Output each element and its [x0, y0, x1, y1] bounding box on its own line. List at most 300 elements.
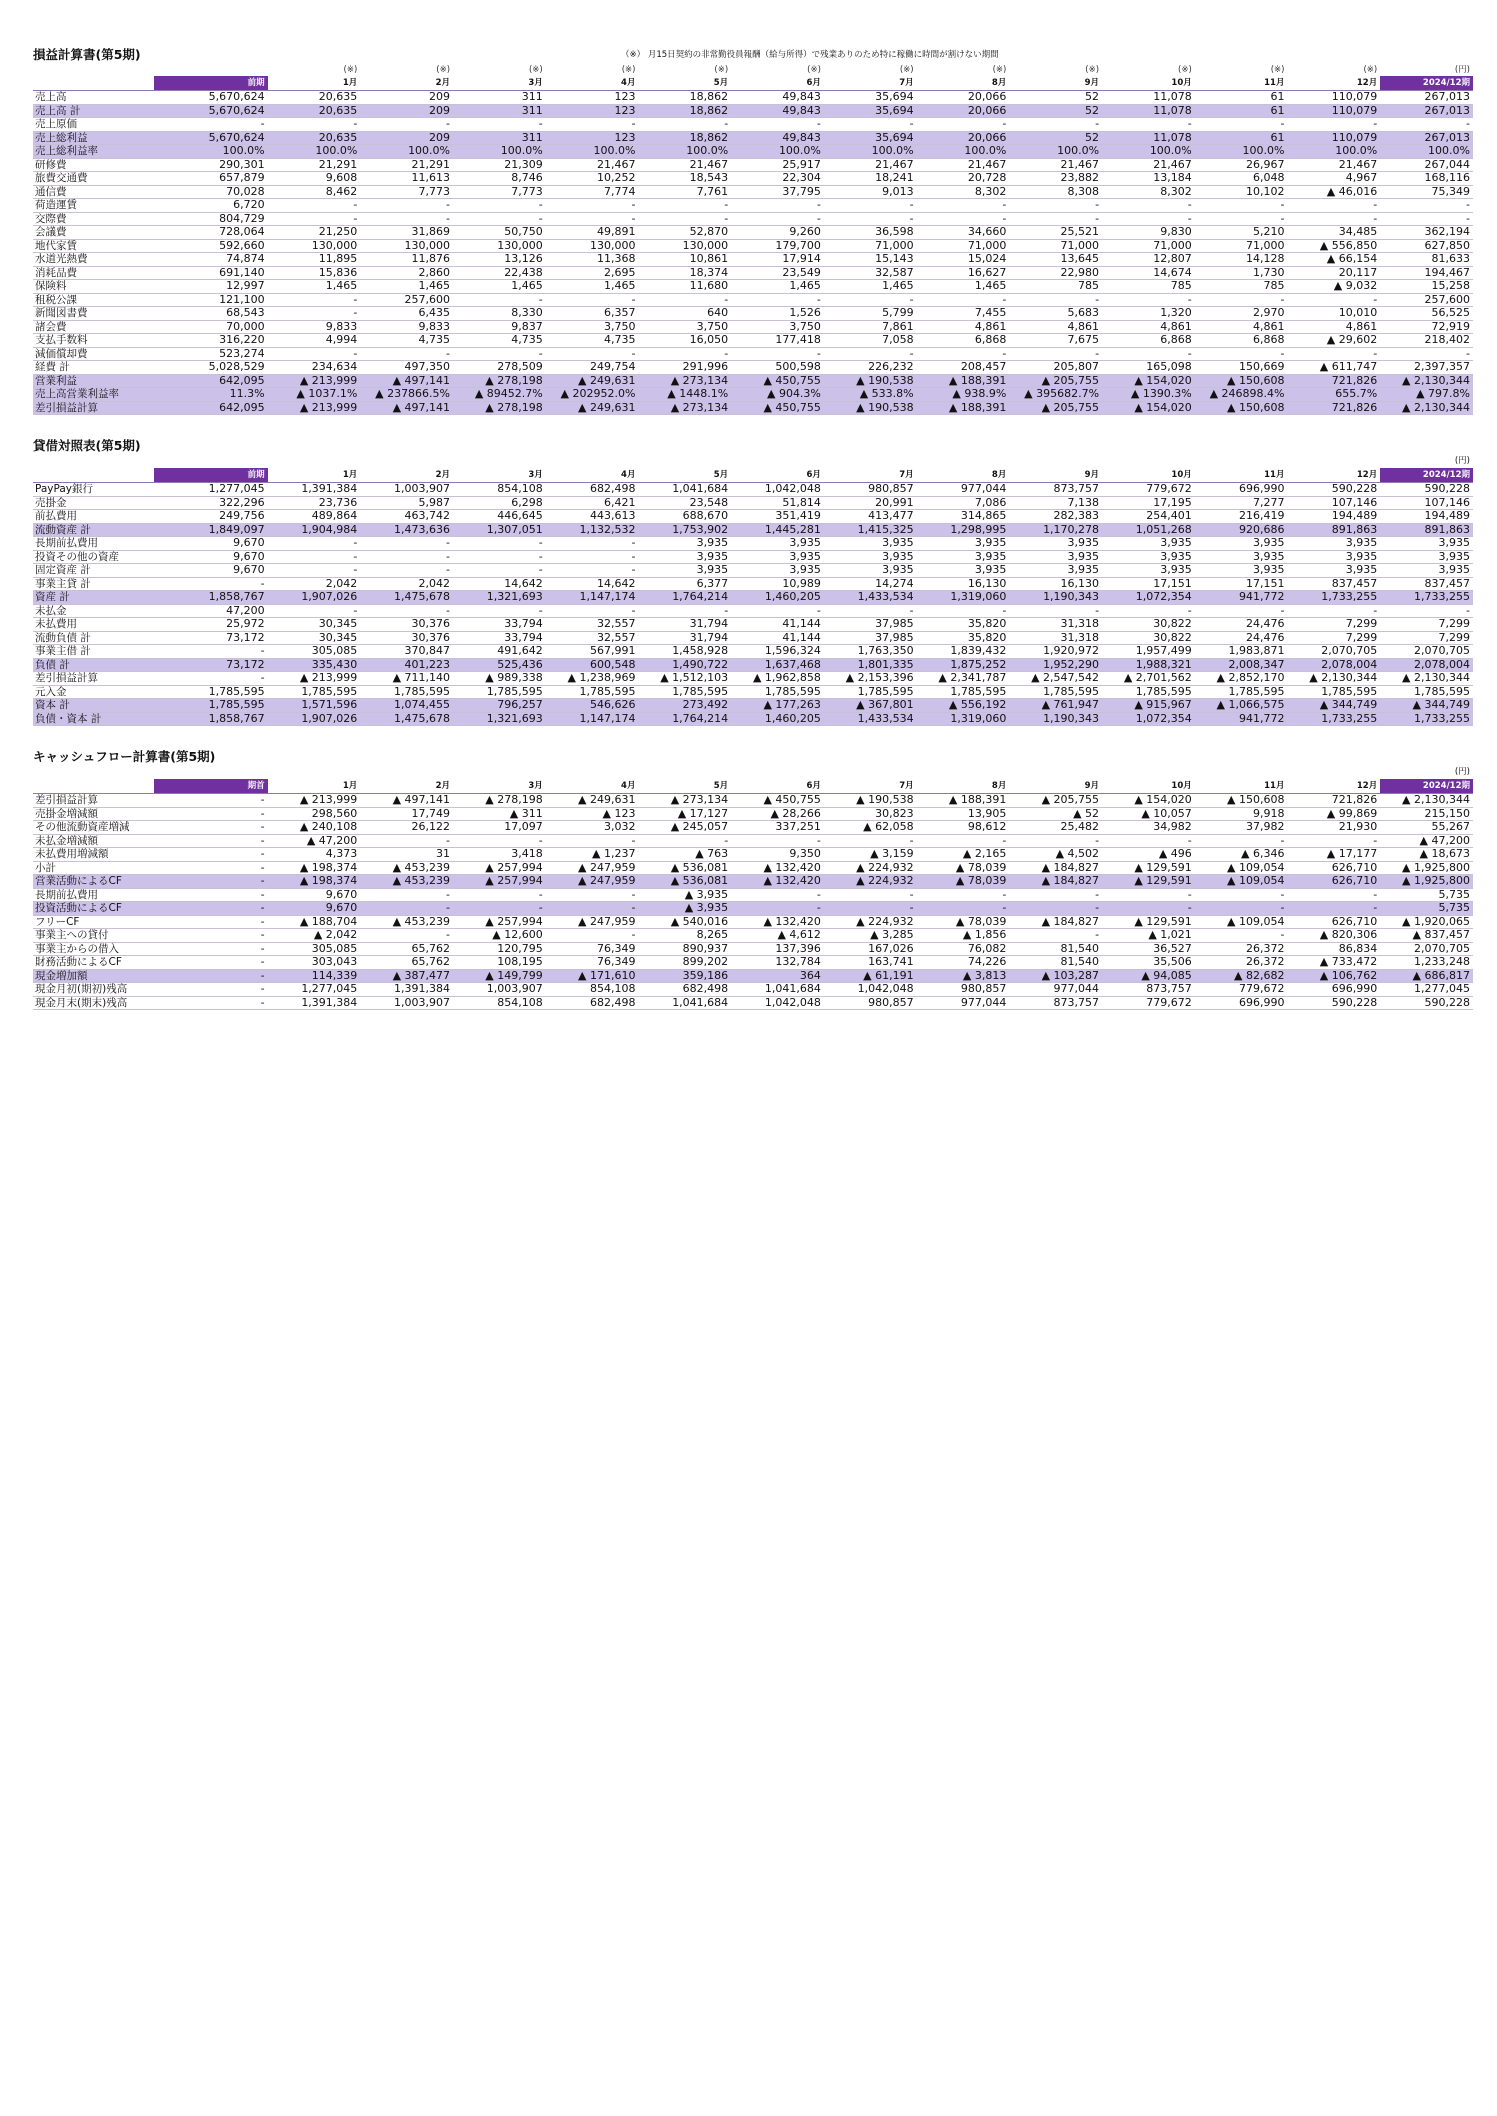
cell-value: 35,694 — [824, 131, 917, 145]
cell-value: 209 — [360, 91, 453, 105]
cell-value: 61 — [1195, 131, 1288, 145]
cell-value: 837,457 — [1380, 577, 1473, 591]
cell-value: - — [453, 347, 546, 361]
cell-value: - — [917, 212, 1010, 226]
column-header: 6月 — [731, 468, 824, 483]
cell-value: ▲ 245,057 — [638, 821, 731, 835]
cell-value: ▲ 837,457 — [1380, 929, 1473, 943]
column-header: 11月 — [1195, 779, 1288, 794]
column-header: 5月 — [638, 468, 731, 483]
cell-value: 500,598 — [731, 361, 824, 375]
cell-value: 890,937 — [638, 942, 731, 956]
cell-value: 71,000 — [1102, 239, 1195, 253]
cell-value: ▲ 2,130,344 — [1287, 672, 1380, 686]
cell-value: 21,930 — [1287, 821, 1380, 835]
cell-value: - — [546, 902, 639, 916]
cell-value: ▲ 797.8% — [1380, 388, 1473, 402]
cell-value: 920,686 — [1195, 523, 1288, 537]
cell-value: 15,024 — [917, 253, 1010, 267]
note-mark: (※) — [621, 65, 636, 75]
cell-value: - — [154, 834, 268, 848]
cell-value: 1,753,902 — [638, 523, 731, 537]
cell-value: 52 — [1009, 91, 1102, 105]
cell-value: ▲ 2,852,170 — [1195, 672, 1288, 686]
row-label: 新聞図書費 — [33, 307, 154, 321]
cell-value: 100.0% — [1380, 145, 1473, 159]
cell-value: - — [546, 118, 639, 132]
cell-value: 4,373 — [268, 848, 361, 862]
cell-value: 1,277,045 — [268, 983, 361, 997]
cell-value: 804,729 — [154, 212, 268, 226]
cell-value: ▲ 17,177 — [1287, 848, 1380, 862]
cell-value: 120,795 — [453, 942, 546, 956]
note-mark: (※) — [528, 65, 543, 75]
cell-value: ▲ 2,042 — [268, 929, 361, 943]
cell-value: 1,983,871 — [1195, 645, 1288, 659]
cell-value: - — [1102, 604, 1195, 618]
cell-value: 20,991 — [824, 496, 917, 510]
row-label: 前払費用 — [33, 510, 154, 524]
cell-value: 34,660 — [917, 226, 1010, 240]
cell-value: 37,985 — [824, 631, 917, 645]
cell-value: - — [1287, 902, 1380, 916]
cell-value: 51,814 — [731, 496, 824, 510]
table-header-row — [33, 468, 1473, 483]
cell-value: 1,233,248 — [1380, 956, 1473, 970]
cell-value: ▲ 237866.5% — [360, 388, 453, 402]
cell-value: - — [154, 645, 268, 659]
cell-value: 1,733,255 — [1287, 712, 1380, 726]
table-row — [33, 131, 1473, 145]
cell-value: 4,861 — [1102, 320, 1195, 334]
cell-value: 34,485 — [1287, 226, 1380, 240]
cell-value: 20,066 — [917, 131, 1010, 145]
cell-value: - — [1009, 604, 1102, 618]
cell-value: 1,475,678 — [360, 591, 453, 605]
cell-value: 20,066 — [917, 104, 1010, 118]
cell-value: 9,670 — [268, 902, 361, 916]
cell-value: 11,680 — [638, 280, 731, 294]
cell-value: 779,672 — [1102, 996, 1195, 1010]
column-header: 1月 — [268, 779, 361, 794]
cell-value: - — [546, 293, 639, 307]
cell-value: 854,108 — [546, 983, 639, 997]
column-header: 3月 — [453, 779, 546, 794]
cell-value: - — [1102, 118, 1195, 132]
cell-value: 682,498 — [546, 483, 639, 497]
cell-value: 37,985 — [824, 618, 917, 632]
row-label: 交際費 — [33, 212, 154, 226]
cell-value: - — [453, 564, 546, 578]
cell-value: 7,299 — [1380, 631, 1473, 645]
cell-value: ▲ 150,608 — [1195, 374, 1288, 388]
cell-value: 311 — [453, 131, 546, 145]
cell-value: 1,465 — [546, 280, 639, 294]
row-label: 事業主からの借入 — [33, 942, 154, 956]
column-header: 7月 — [824, 468, 917, 483]
cell-value: - — [154, 929, 268, 943]
column-header: 2月 — [360, 76, 453, 91]
cell-value: 100.0% — [154, 145, 268, 159]
cell-value: 10,010 — [1287, 307, 1380, 321]
cell-value: ▲ 2,130,344 — [1380, 374, 1473, 388]
cell-value: 362,194 — [1380, 226, 1473, 240]
cell-value: 100.0% — [1195, 145, 1288, 159]
column-header: 4月 — [546, 468, 639, 483]
cell-value: ▲ 99,869 — [1287, 807, 1380, 821]
unit-label: (円) — [1454, 456, 1470, 466]
cell-value: 100.0% — [1009, 145, 1102, 159]
cell-value: 590,228 — [1287, 996, 1380, 1010]
cell-value: 114,339 — [268, 969, 361, 983]
note-mark: (※) — [807, 65, 821, 75]
table-row — [33, 361, 1473, 375]
cell-value: - — [638, 347, 731, 361]
cell-value: ▲ 556,192 — [917, 699, 1010, 713]
cash-flow-section — [33, 748, 1473, 1010]
table-row — [33, 577, 1473, 591]
cell-value: 71,000 — [824, 239, 917, 253]
cell-value: ▲ 247,959 — [546, 861, 639, 875]
cell-value: - — [731, 604, 824, 618]
cell-value: - — [360, 537, 453, 551]
cell-value: - — [453, 902, 546, 916]
cell-value: - — [1380, 199, 1473, 213]
cell-value: ▲ 89452.7% — [453, 388, 546, 402]
cell-value: 47,200 — [154, 604, 268, 618]
cell-value: - — [917, 293, 1010, 307]
cell-value: 123 — [546, 91, 639, 105]
cell-value: - — [731, 888, 824, 902]
cell-value: 891,863 — [1380, 523, 1473, 537]
cell-value: 626,710 — [1287, 861, 1380, 875]
cell-value: 49,843 — [731, 131, 824, 145]
cell-value: 13,126 — [453, 253, 546, 267]
cell-value: 311 — [453, 104, 546, 118]
unit-row — [33, 455, 1473, 468]
cell-value: 1,952,290 — [1009, 658, 1102, 672]
table-row — [33, 821, 1473, 835]
column-header: 10月 — [1102, 779, 1195, 794]
cell-value: - — [360, 199, 453, 213]
cell-value: 1,785,595 — [1287, 685, 1380, 699]
cell-value: 26,372 — [1195, 942, 1288, 956]
cell-value: 3,418 — [453, 848, 546, 862]
column-header: 前期 — [154, 468, 268, 483]
cell-value: 590,228 — [1380, 996, 1473, 1010]
cell-value: 9,013 — [824, 185, 917, 199]
cell-value: ▲ 611,747 — [1287, 361, 1380, 375]
cell-value: 3,935 — [824, 550, 917, 564]
cell-value: ▲ 1448.1% — [638, 388, 731, 402]
cell-value: 642,095 — [154, 374, 268, 388]
cell-value: 1,839,432 — [917, 645, 1010, 659]
table-row — [33, 388, 1473, 402]
cell-value: - — [453, 199, 546, 213]
cell-value: 6,421 — [546, 496, 639, 510]
cell-value: - — [154, 956, 268, 970]
cell-value: 721,826 — [1287, 401, 1380, 415]
cell-value: 977,044 — [917, 483, 1010, 497]
cell-value: 592,660 — [154, 239, 268, 253]
cell-value: - — [546, 929, 639, 943]
cell-value: 215,150 — [1380, 807, 1473, 821]
table-row — [33, 320, 1473, 334]
cell-value: ▲ 496 — [1102, 848, 1195, 862]
cell-value: - — [453, 293, 546, 307]
cell-value: 15,258 — [1380, 280, 1473, 294]
cell-value: ▲ 904.3% — [731, 388, 824, 402]
cell-value: - — [360, 550, 453, 564]
cell-value: ▲ 190,538 — [824, 374, 917, 388]
cell-value: 16,130 — [1009, 577, 1102, 591]
row-label: 元入金 — [33, 685, 154, 699]
cell-value: - — [638, 199, 731, 213]
column-header: 2024/12期 — [1380, 779, 1473, 794]
cell-value: 13,645 — [1009, 253, 1102, 267]
cell-value: 721,826 — [1287, 374, 1380, 388]
cell-value: 298,560 — [268, 807, 361, 821]
column-header: 8月 — [917, 779, 1010, 794]
row-label: 営業利益 — [33, 374, 154, 388]
cell-value: 1,391,384 — [268, 996, 361, 1010]
cell-value: 9,670 — [154, 564, 268, 578]
cell-value: 6,868 — [1102, 334, 1195, 348]
cell-value: 16,130 — [917, 577, 1010, 591]
column-header: 11月 — [1195, 468, 1288, 483]
cell-value: ▲ 3,159 — [824, 848, 917, 862]
cell-value: 68,543 — [154, 307, 268, 321]
cell-value: - — [360, 118, 453, 132]
table-row — [33, 91, 1473, 105]
row-label: フリーCF — [33, 915, 154, 929]
cell-value: - — [1102, 902, 1195, 916]
cell-value: - — [731, 834, 824, 848]
cell-value: ▲ 132,420 — [731, 875, 824, 889]
cell-value: 1,003,907 — [360, 483, 453, 497]
table-row — [33, 915, 1473, 929]
cell-value: ▲ 249,631 — [546, 794, 639, 808]
cell-value: 35,820 — [917, 618, 1010, 632]
cell-value: 73,172 — [154, 631, 268, 645]
table-row — [33, 118, 1473, 132]
table-row — [33, 401, 1473, 415]
cell-value: 21,291 — [360, 158, 453, 172]
cell-value: ▲ 249,631 — [546, 374, 639, 388]
cell-value: 31,794 — [638, 618, 731, 632]
column-header: 2月 — [360, 779, 453, 794]
column-header: 3月 — [453, 76, 546, 91]
table-row — [33, 253, 1473, 267]
cell-value: 17,914 — [731, 253, 824, 267]
cell-value: - — [731, 212, 824, 226]
cell-value: ▲ 52 — [1009, 807, 1102, 821]
column-header: 2024/12期 — [1380, 468, 1473, 483]
cell-value: 688,670 — [638, 510, 731, 524]
cell-value: - — [546, 888, 639, 902]
cell-value: 3,935 — [1102, 564, 1195, 578]
cell-value: ▲ 6,346 — [1195, 848, 1288, 862]
cell-value: 76,349 — [546, 956, 639, 970]
cell-value: 3,935 — [824, 537, 917, 551]
cell-value: - — [917, 888, 1010, 902]
cell-value: 20,728 — [917, 172, 1010, 186]
row-label: 差引損益計算 — [33, 401, 154, 415]
cell-value: 49,891 — [546, 226, 639, 240]
cell-value: ▲ 154,020 — [1102, 794, 1195, 808]
cell-value: 497,350 — [360, 361, 453, 375]
cell-value: 3,935 — [731, 564, 824, 578]
cell-value: 100.0% — [1102, 145, 1195, 159]
cell-value: 1,433,534 — [824, 712, 917, 726]
cell-value: 179,700 — [731, 239, 824, 253]
cell-value: 21,467 — [1102, 158, 1195, 172]
row-label: 会議費 — [33, 226, 154, 240]
cell-value: 413,477 — [824, 510, 917, 524]
cell-value: - — [824, 118, 917, 132]
cell-value: 785 — [1009, 280, 1102, 294]
cell-value: ▲ 2,130,344 — [1380, 672, 1473, 686]
row-label: 未払費用 — [33, 618, 154, 632]
cell-value: 72,919 — [1380, 320, 1473, 334]
cell-value: 81,540 — [1009, 942, 1102, 956]
cell-value: 17,151 — [1195, 577, 1288, 591]
cell-value: ▲ 249,631 — [546, 401, 639, 415]
cell-value: - — [154, 915, 268, 929]
cell-value: - — [1287, 604, 1380, 618]
table-row — [33, 496, 1473, 510]
cell-value: 23,882 — [1009, 172, 1102, 186]
row-label: 保険料 — [33, 280, 154, 294]
cell-value: ▲ 66,154 — [1287, 253, 1380, 267]
table-row — [33, 834, 1473, 848]
cell-value: 11,613 — [360, 172, 453, 186]
cell-value: 1,957,499 — [1102, 645, 1195, 659]
cell-value: ▲ 47,200 — [268, 834, 361, 848]
cell-value: ▲ 450,755 — [731, 374, 824, 388]
row-label: 通信費 — [33, 185, 154, 199]
cell-value: 61 — [1195, 91, 1288, 105]
cell-value: 81,633 — [1380, 253, 1473, 267]
cell-value: 1,785,595 — [638, 685, 731, 699]
cell-value: 1,147,174 — [546, 591, 639, 605]
cell-value: 291,996 — [638, 361, 731, 375]
cell-value: 16,627 — [917, 266, 1010, 280]
table-row — [33, 374, 1473, 388]
cell-value: 1,596,324 — [731, 645, 824, 659]
cell-value: - — [1102, 347, 1195, 361]
cell-value: - — [154, 888, 268, 902]
cell-value: 3,935 — [1380, 564, 1473, 578]
cell-value: - — [1009, 834, 1102, 848]
cell-value: 110,079 — [1287, 104, 1380, 118]
cell-value: 98,612 — [917, 821, 1010, 835]
cell-value: ▲ 213,999 — [268, 794, 361, 808]
cell-value: 2,042 — [360, 577, 453, 591]
cell-value: - — [824, 834, 917, 848]
cell-value: 7,299 — [1287, 631, 1380, 645]
cell-value: 21,467 — [1009, 158, 1102, 172]
cell-value: 168,116 — [1380, 172, 1473, 186]
note-mark: (※) — [1085, 65, 1100, 75]
row-label: 売掛金 — [33, 496, 154, 510]
cell-value: 14,642 — [453, 577, 546, 591]
cell-value: - — [824, 293, 917, 307]
cell-value: ▲ 78,039 — [917, 875, 1010, 889]
cell-value: 10,989 — [731, 577, 824, 591]
cell-value: 21,250 — [268, 226, 361, 240]
row-label: 売上原価 — [33, 118, 154, 132]
table-header-row — [33, 779, 1473, 794]
table-row — [33, 645, 1473, 659]
cell-value: 100.0% — [638, 145, 731, 159]
cell-value: 1,041,684 — [638, 996, 731, 1010]
cell-value: 4,735 — [546, 334, 639, 348]
cell-value: - — [1287, 834, 1380, 848]
cell-value: ▲ 109,054 — [1195, 875, 1288, 889]
table-row — [33, 631, 1473, 645]
cell-value: 37,982 — [1195, 821, 1288, 835]
cell-value: 873,757 — [1009, 483, 1102, 497]
cell-value: 873,757 — [1009, 996, 1102, 1010]
cell-value: - — [1195, 293, 1288, 307]
cell-value: 3,935 — [638, 550, 731, 564]
unit-row — [33, 766, 1473, 779]
cell-value: 14,128 — [1195, 253, 1288, 267]
cell-value: 22,438 — [453, 266, 546, 280]
row-label: 売上高営業利益率 — [33, 388, 154, 402]
row-label: 流動負債 計 — [33, 631, 154, 645]
table-header-row — [33, 76, 1473, 91]
cell-value: ▲ 205,755 — [1009, 401, 1102, 415]
cell-value: 12,807 — [1102, 253, 1195, 267]
cell-value: ▲ 109,054 — [1195, 861, 1288, 875]
cell-value: ▲ 213,999 — [268, 401, 361, 415]
cell-value: 10,861 — [638, 253, 731, 267]
cell-value: 100.0% — [360, 145, 453, 159]
cell-value: - — [1380, 347, 1473, 361]
cell-value: 8,330 — [453, 307, 546, 321]
cell-value: 446,645 — [453, 510, 546, 524]
cell-value: 5,683 — [1009, 307, 1102, 321]
column-header: 4月 — [546, 779, 639, 794]
column-header: 9月 — [1009, 468, 1102, 483]
table-row — [33, 956, 1473, 970]
cell-value: 3,935 — [638, 537, 731, 551]
row-label: 営業活動によるCF — [33, 875, 154, 889]
row-label: 諸会費 — [33, 320, 154, 334]
cell-value: ▲ 273,134 — [638, 794, 731, 808]
cell-value: 837,457 — [1287, 577, 1380, 591]
cell-value: 2,078,004 — [1380, 658, 1473, 672]
column-header: 8月 — [917, 76, 1010, 91]
row-label: 支払手数料 — [33, 334, 154, 348]
cell-value: 1,415,325 — [824, 523, 917, 537]
cell-value: 17,097 — [453, 821, 546, 835]
cell-value: 52,870 — [638, 226, 731, 240]
row-label: 負債 計 — [33, 658, 154, 672]
cell-value: - — [917, 604, 1010, 618]
cell-value: 3,935 — [1195, 550, 1288, 564]
cell-value: 121,100 — [154, 293, 268, 307]
column-header: 4月 — [546, 76, 639, 91]
cell-value: ▲ 3,935 — [638, 902, 731, 916]
cell-value: ▲ 915,967 — [1102, 699, 1195, 713]
cell-value: 3,935 — [1009, 550, 1102, 564]
cell-value: ▲ 213,999 — [268, 672, 361, 686]
row-label: 地代家賃 — [33, 239, 154, 253]
cell-value: 1,465 — [453, 280, 546, 294]
